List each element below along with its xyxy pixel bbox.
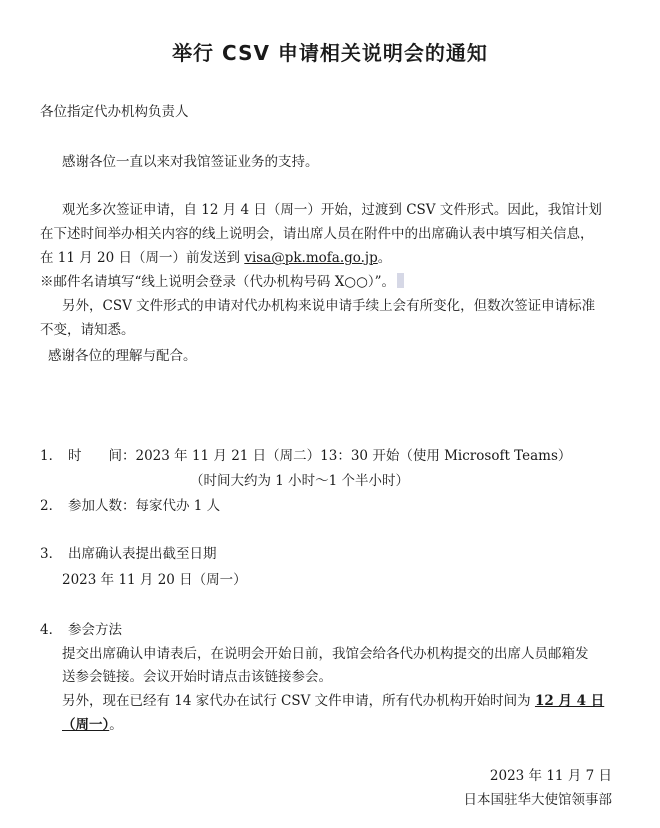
start-date-emphasis: 12 月 4 日	[534, 693, 605, 709]
item-method-line1: 提交出席确认申请表后，在说明会开始日前，我馆会给各代办机构提交的出席人员邮箱发	[62, 646, 589, 662]
item-time	[40, 446, 571, 467]
document-title: 举行 CSV 申请相关说明会的通知	[172, 41, 488, 65]
email-subject-note	[40, 272, 404, 293]
para-change-line1: 另外，CSV 文件形式的申请对代办机构来说申请手续上会有所变化，但数次签证申请标准	[62, 298, 596, 314]
period: 。	[377, 250, 392, 266]
item-method-line2: 送参会链接。会议开始时请点击该链接参会。	[62, 669, 332, 685]
para-change-line2: 不变，请知悉。	[40, 322, 135, 338]
para-announcement-line2: 在下述时间举办相关内容的线上说明会，请出席人员在附件中的出席确认表中填写相关信息，	[40, 226, 594, 242]
item-method-line4	[62, 715, 123, 736]
item-deadline	[40, 544, 217, 565]
para-announcement-line3	[40, 248, 391, 269]
item-label: 参会方法	[68, 622, 122, 638]
item-method	[40, 620, 122, 641]
para-thanks-support: 感谢各位一直以来对我馆签证业务的支持。	[62, 154, 319, 170]
period: 。	[109, 717, 123, 733]
addressee: 各位指定代办机构负责人	[40, 104, 189, 120]
note-text: ※邮件名请填写“线上说明会登录（代办机构号码 X○○）”。	[40, 274, 396, 290]
highlight-mark	[397, 273, 404, 288]
item-number: 2．	[40, 498, 63, 514]
item-deadline-date: 2023 年 11 月 20 日（周一）	[62, 572, 247, 588]
item-number: 1．	[40, 448, 63, 464]
item-label: 时 间：	[68, 448, 136, 464]
item-label: 出席确认表提出截至日期	[68, 546, 217, 562]
thanks-line: 感谢各位的理解与配合。	[48, 348, 197, 364]
item-time-duration: （时间大约为 1 小时〜1 个半小时）	[190, 473, 410, 489]
item-value: 2023 年 11 月 21 日（周二）13：30 开始（使用 Microsoft Teams）	[135, 448, 572, 464]
item-text: 参加人数：每家代办 1 人	[68, 498, 221, 514]
item-number: 3．	[40, 546, 63, 562]
deadline-text: 在 11 月 20 日（周一）前发送到	[40, 250, 245, 266]
para-announcement-line1: 观光多次签证申请，自 12 月 4 日（周一）开始，过渡到 CSV 文件形式。因此，我馆计划	[62, 202, 602, 218]
issue-date: 2023 年 11 月 7 日	[489, 768, 612, 784]
trial-text: 另外，现在已经有 14 家代办在试行 CSV 文件申请，所有代办机构开始时间为	[62, 693, 535, 709]
item-number: 4．	[40, 622, 63, 638]
signature: 日本国驻华大使馆领事部	[463, 792, 612, 808]
email-link[interactable]: visa@pk.mofa.go.jp	[244, 250, 378, 266]
item-method-line3	[62, 691, 604, 712]
item-participants	[40, 496, 220, 517]
weekday-emphasis: （周一）	[62, 717, 110, 733]
